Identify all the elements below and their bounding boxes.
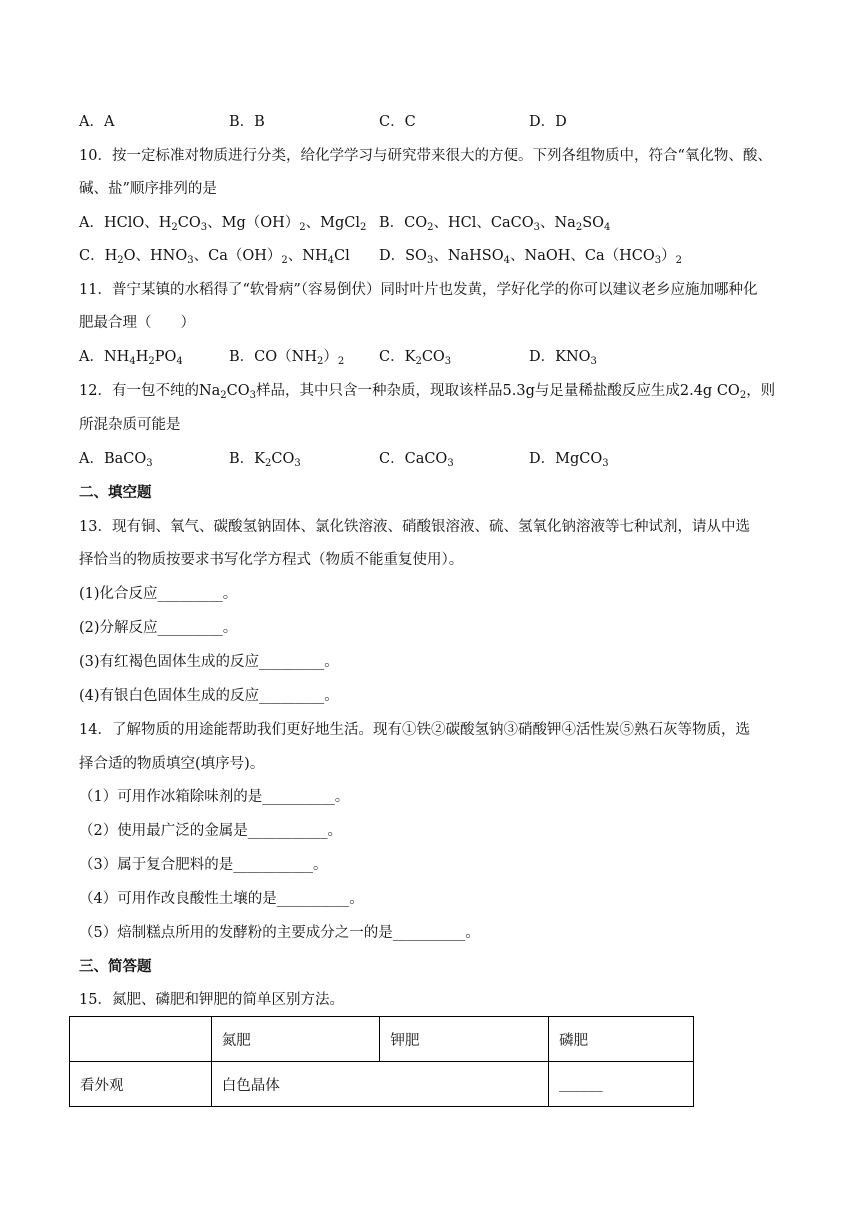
table-header-cell: 磷肥 [549, 1017, 694, 1062]
q12-option-b: B．$K_2CO_3$ [229, 451, 301, 469]
q14-item-1: （1）可用作冰箱除味剂的是__________。 [79, 789, 350, 805]
q14-item-5: （5）焙制糕点所用的发酵粉的主要成分之一的是__________。 [79, 925, 480, 941]
q14-stem-line2: 择合适的物质填空(填序号)。 [79, 756, 265, 772]
q10-stem-line1: 10．按一定标准对物质进行分类，给化学学习与研究带来很大的方便。下列各组物质中，符合“氧化物、酸、 [79, 148, 772, 164]
q12-stem-line2: 所混杂质可能是 [79, 417, 181, 433]
q10-option-b: B．$CO_2$、HCl、CaCO$_3$、$Na_2SO_4$ [379, 215, 611, 233]
fertilizer-table [69, 1016, 694, 1107]
q13-item-4: (4)有银白色固体生成的反应_________。 [79, 688, 339, 704]
table-header-cell: 氮肥 [211, 1017, 380, 1062]
q9-option-b: B．B [229, 114, 265, 130]
q11-stem-line2: 肥最合理（ ） [79, 315, 195, 331]
q13-stem-line2: 择恰当的物质按要求书写化学方程式（物质不能重复使用）。 [79, 552, 464, 568]
q13-item-2: (2)分解反应_________。 [79, 620, 238, 636]
table-cell-blank: ______ [549, 1062, 694, 1107]
q14-item-2: （2）使用最广泛的金属是___________。 [79, 823, 342, 839]
q11-option-a: A．$NH_4H_2PO_4$ [79, 349, 183, 367]
q10-option-c: C．$H_2O$、$HNO_3$、$Ca(OH)_2$、$NH_4Cl$ [79, 248, 350, 266]
q11-stem-line1: 11．普宁某镇的水稻得了“软骨病”（容易倒伏）同时叶片也发黄，学好化学的你可以建议老乡应施加哪种化 [79, 282, 758, 298]
q11-option-d: D．$KNO_3$ [529, 349, 597, 367]
q13-item-1: (1)化合反应_________。 [79, 586, 238, 602]
q12-stem-line1: 12．有一包不纯的$Na_2CO_3$样品，其中只含一种杂质，现取该样品5.3g与足量稀盐酸反应生成2.4g $CO_2$，则 [79, 383, 776, 401]
q10-stem-line2: 碱、盐”顺序排列的是 [79, 181, 217, 197]
q12-option-c: C．CaCO$_3$ [379, 451, 454, 469]
q12-option-a: A．BaCO$_3$ [79, 451, 153, 469]
q12-option-d: D．MgCO$_3$ [529, 451, 609, 469]
q15-stem: 15．氮肥、磷肥和钾肥的简单区别方法。 [79, 992, 344, 1008]
q14-item-4: （4）可用作改良酸性土壤的是__________。 [79, 891, 364, 907]
table-header-cell [70, 1017, 212, 1062]
q13-item-3: (3)有红褐色固体生成的反应_________。 [79, 654, 339, 670]
q9-option-a: A．A [79, 114, 115, 130]
q9-option-d: D．D [529, 114, 567, 130]
table-cell-merged: 白色晶体 [211, 1062, 548, 1107]
table-header-row [70, 1017, 694, 1062]
q11-option-c: C．$K_2CO_3$ [379, 349, 452, 367]
q9-option-c: C．C [379, 114, 416, 130]
q10-option-a: A．HClO、$H_2CO_3$、$Mg(OH)_2$、MgCl$_2$ [79, 215, 367, 233]
q13-stem-line1: 13．现有铜、氧气、碳酸氢钠固体、氯化铁溶液、硝酸银溶液、硫、氢氧化钠溶液等七种试剂，请从中选 [79, 519, 750, 535]
table-row [70, 1062, 694, 1107]
table-row-label: 看外观 [70, 1062, 212, 1107]
section-heading-short-answer: 三、简答题 [79, 958, 152, 975]
q14-stem-line1: 14．了解物质的用途能帮助我们更好地生活。现有①铁②碳酸氢钠③硝酸钾④活性炭⑤熟石灰等物质，选 [79, 722, 750, 738]
q10-option-d: D．$SO_3$、NaHSO$_4$、NaOH、$Ca(HCO_3)_2$ [379, 248, 682, 266]
section-heading-fill-in: 二、填空题 [79, 484, 152, 501]
q14-item-3: （3）属于复合肥料的是___________。 [79, 857, 328, 873]
table-header-cell: 钾肥 [380, 1017, 549, 1062]
q11-option-b: B．$CO(NH_2)_2$ [229, 349, 345, 367]
